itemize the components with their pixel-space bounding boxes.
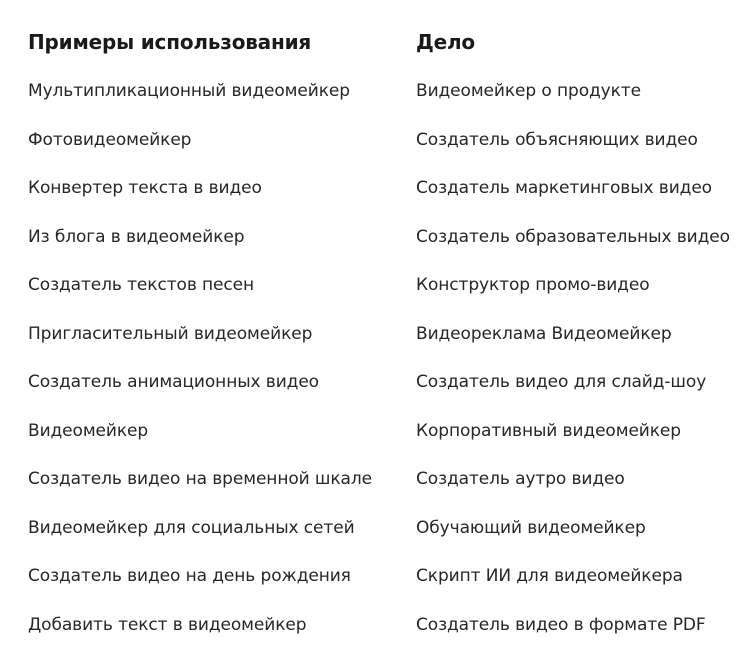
list-item — [28, 225, 372, 274]
list-item — [416, 79, 730, 128]
list-item — [28, 370, 372, 419]
list-item — [416, 419, 730, 468]
footer-link[interactable]: Фотовидеомейкер — [28, 130, 191, 150]
footer-link[interactable]: Создатель текстов песен — [28, 275, 254, 295]
footer-link[interactable]: Создатель видео для слайд-шоу — [416, 372, 706, 392]
footer-link[interactable]: Конструктор промо-видео — [416, 275, 650, 295]
list-item — [416, 322, 730, 371]
list-item — [28, 176, 372, 225]
footer-link[interactable]: Конвертер текста в видео — [28, 178, 262, 198]
footer-link[interactable]: Мультипликационный видеомейкер — [28, 81, 350, 101]
list-item — [416, 613, 730, 661]
list-item — [416, 273, 730, 322]
footer-link[interactable]: Создатель видео на день рождения — [28, 566, 351, 586]
list-item — [416, 467, 730, 516]
list-item — [28, 128, 372, 177]
footer-link[interactable]: Видеореклама Видеомейкер — [416, 324, 672, 344]
footer-link[interactable]: Пригласительный видеомейкер — [28, 324, 312, 344]
footer-link[interactable]: Видеомейкер — [28, 421, 148, 441]
footer-link[interactable]: Обучающий видеомейкер — [416, 518, 646, 538]
use-cases-link-list — [28, 79, 372, 661]
footer-link[interactable]: Создатель аутро видео — [416, 469, 625, 489]
list-item — [416, 176, 730, 225]
list-item — [28, 564, 372, 613]
list-item — [28, 419, 372, 468]
list-item — [416, 370, 730, 419]
footer-link[interactable]: Создатель маркетинговых видео — [416, 178, 712, 198]
list-item — [416, 564, 730, 613]
use-cases-column — [28, 29, 372, 661]
footer-link[interactable]: Создатель анимационных видео — [28, 372, 319, 392]
business-heading: Дело — [416, 29, 730, 55]
list-item — [416, 516, 730, 565]
list-item — [28, 322, 372, 371]
footer-link[interactable]: Создатель образовательных видео — [416, 227, 730, 247]
footer-link[interactable]: Скрипт ИИ для видеомейкера — [416, 566, 683, 586]
list-item — [28, 273, 372, 322]
footer-link[interactable]: Создатель видео на временной шкале — [28, 469, 372, 489]
business-column — [416, 29, 730, 661]
list-item — [416, 128, 730, 177]
list-item — [28, 516, 372, 565]
business-link-list — [416, 79, 730, 661]
footer-link[interactable]: Корпоративный видеомейкер — [416, 421, 681, 441]
footer-link[interactable]: Добавить текст в видеомейкер — [28, 615, 306, 635]
use-cases-heading: Примеры использования — [28, 29, 372, 55]
footer-link[interactable]: Создатель видео в формате PDF — [416, 615, 706, 635]
footer-link[interactable]: Видеомейкер о продукте — [416, 81, 641, 101]
list-item — [28, 613, 372, 661]
footer-link[interactable]: Создатель объясняющих видео — [416, 130, 698, 150]
list-item — [28, 79, 372, 128]
footer-link[interactable]: Видеомейкер для социальных сетей — [28, 518, 355, 538]
list-item — [28, 467, 372, 516]
list-item — [416, 225, 730, 274]
footer-link[interactable]: Из блога в видеомейкер — [28, 227, 244, 247]
